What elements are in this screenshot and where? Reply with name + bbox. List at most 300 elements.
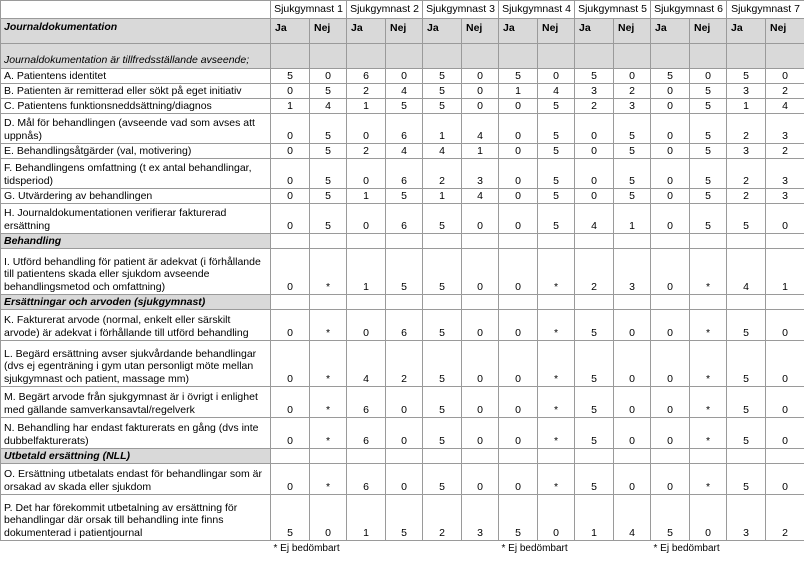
row-label: K. Fakturerat arvode (normal, enkelt eller särskilt arvode) är adekvat i förhållande till utförd behandling (1, 310, 271, 341)
yes-count-cell: 0 (651, 387, 690, 418)
empty-cell (347, 295, 386, 310)
no-count-cell: 6 (386, 204, 423, 234)
no-count-cell: 4 (462, 114, 499, 144)
no-count-cell: 5 (310, 189, 347, 204)
empty-cell (271, 234, 310, 249)
no-count-cell: 0 (766, 69, 804, 84)
yes-count-cell: 5 (423, 387, 462, 418)
physio-6-header: Sjukgymnast 6 (651, 1, 727, 19)
yes-count-cell: 0 (651, 159, 690, 189)
yes-count-cell: 0 (271, 159, 310, 189)
empty-cell (651, 234, 690, 249)
physio-1-header: Sjukgymnast 1 (271, 1, 347, 19)
yes-count-cell: 5 (423, 341, 462, 387)
yes-count-cell: 1 (423, 189, 462, 204)
no-count-cell: 0 (386, 387, 423, 418)
no-count-cell: 5 (690, 204, 727, 234)
no-count-cell: * (538, 464, 575, 495)
yes-header: Ja (347, 19, 386, 44)
empty-cell (575, 449, 614, 464)
yes-count-cell: 0 (651, 418, 690, 449)
no-count-cell: * (310, 418, 347, 449)
empty-cell (651, 449, 690, 464)
no-count-cell: * (690, 387, 727, 418)
no-count-cell: 5 (538, 99, 575, 114)
no-count-cell: 0 (386, 418, 423, 449)
yes-count-cell: 5 (423, 99, 462, 114)
no-count-cell: 5 (386, 249, 423, 295)
no-header: Nej (386, 19, 423, 44)
yes-count-cell: 0 (347, 159, 386, 189)
physio-4-header: Sjukgymnast 4 (499, 1, 575, 19)
empty-cell (271, 449, 310, 464)
table-row-m (1, 387, 804, 418)
yes-count-cell: 0 (271, 387, 310, 418)
table-row-c (1, 99, 804, 114)
header-corner (1, 1, 271, 19)
yes-count-cell: 0 (499, 464, 538, 495)
yes-count-cell: 5 (727, 464, 766, 495)
no-count-cell: 0 (766, 418, 804, 449)
no-count-cell: * (690, 418, 727, 449)
no-header: Nej (766, 19, 804, 44)
yes-count-cell: 5 (575, 341, 614, 387)
no-count-cell: 5 (614, 144, 651, 159)
footnote (423, 541, 499, 556)
yes-count-cell: 5 (651, 69, 690, 84)
no-count-cell: 4 (386, 144, 423, 159)
no-count-cell: 3 (766, 189, 804, 204)
yes-count-cell: 5 (727, 69, 766, 84)
no-count-cell: 3 (462, 495, 499, 541)
yes-count-cell: 5 (423, 204, 462, 234)
yes-count-cell: 0 (651, 84, 690, 99)
section-subtitle: Journaldokumentation är tillfredsställande avseende; (1, 44, 271, 69)
empty-cell (766, 234, 804, 249)
no-count-cell: 1 (614, 204, 651, 234)
yes-count-cell: 5 (499, 495, 538, 541)
yes-count-cell: 0 (271, 84, 310, 99)
yes-count-cell: 0 (499, 387, 538, 418)
footnote (727, 541, 804, 556)
yes-count-cell: 1 (423, 114, 462, 144)
empty-cell (727, 234, 766, 249)
empty-cell (575, 295, 614, 310)
yes-count-cell: 1 (347, 495, 386, 541)
no-count-cell: 0 (538, 69, 575, 84)
empty-cell (462, 449, 499, 464)
section-heading-row (1, 295, 804, 310)
footnote-row (1, 541, 804, 556)
yes-count-cell: 6 (347, 464, 386, 495)
yes-count-cell: 0 (271, 189, 310, 204)
yes-count-cell: 1 (575, 495, 614, 541)
empty-cell (271, 295, 310, 310)
row-label: O. Ersättning utbetalats endast för behandlingar som är orsakad av skada eller sjukdom (1, 464, 271, 495)
yes-count-cell: 1 (347, 249, 386, 295)
no-count-cell: 3 (766, 114, 804, 144)
yes-count-cell: 0 (271, 464, 310, 495)
yes-count-cell: 0 (499, 144, 538, 159)
no-count-cell: 0 (462, 249, 499, 295)
yes-count-cell: 5 (423, 249, 462, 295)
no-count-cell: 0 (310, 495, 347, 541)
no-count-cell: 2 (386, 341, 423, 387)
yes-count-cell: 5 (575, 69, 614, 84)
no-count-cell: 0 (386, 464, 423, 495)
empty-cell (499, 295, 538, 310)
no-count-cell: 0 (462, 464, 499, 495)
no-header: Nej (690, 19, 727, 44)
no-count-cell: 0 (462, 99, 499, 114)
no-count-cell: * (538, 249, 575, 295)
empty-cell (538, 295, 575, 310)
yes-count-cell: 0 (651, 189, 690, 204)
yes-count-cell: 0 (271, 204, 310, 234)
yes-count-cell: 2 (423, 495, 462, 541)
section-heading: Behandling (1, 234, 271, 249)
no-count-cell: 1 (766, 249, 804, 295)
no-count-cell: 0 (614, 464, 651, 495)
no-count-cell: 5 (310, 204, 347, 234)
empty-cell (538, 234, 575, 249)
empty-cell (386, 295, 423, 310)
row-label: F. Behandlingens omfattning (t ex antal behandlingar, tidsperiod) (1, 159, 271, 189)
main-title: Journaldokumentation (1, 19, 271, 44)
no-header: Nej (538, 19, 575, 44)
row-label: B. Patienten är remitterad eller sökt på eget initiativ (1, 84, 271, 99)
yes-count-cell: 5 (271, 69, 310, 84)
yes-count-cell: 2 (727, 114, 766, 144)
no-count-cell: 4 (766, 99, 804, 114)
yes-count-cell: 3 (575, 84, 614, 99)
empty-cell (462, 295, 499, 310)
empty-cell (423, 234, 462, 249)
no-count-cell: 3 (766, 159, 804, 189)
empty-cell (651, 295, 690, 310)
yes-count-cell: 0 (651, 341, 690, 387)
no-count-cell: 4 (386, 84, 423, 99)
yes-count-cell: 5 (423, 69, 462, 84)
empty-cell (766, 295, 804, 310)
no-count-cell: * (538, 310, 575, 341)
yes-count-cell: 2 (575, 249, 614, 295)
physio-7-header: Sjukgymnast 7 (727, 1, 804, 19)
yes-count-cell: 0 (271, 114, 310, 144)
yes-count-cell: 5 (423, 84, 462, 99)
yes-header: Ja (575, 19, 614, 44)
yes-count-cell: 0 (499, 159, 538, 189)
no-count-cell: 5 (538, 189, 575, 204)
yes-count-cell: 5 (727, 418, 766, 449)
empty-cell (614, 295, 651, 310)
yes-count-cell: 3 (727, 495, 766, 541)
empty-cell (386, 449, 423, 464)
empty-cell (690, 295, 727, 310)
yes-count-cell: 1 (499, 84, 538, 99)
no-count-cell: 6 (386, 114, 423, 144)
no-count-cell: 0 (538, 495, 575, 541)
yes-count-cell: 5 (271, 495, 310, 541)
no-count-cell: * (310, 249, 347, 295)
no-count-cell: 2 (614, 84, 651, 99)
no-count-cell: 0 (766, 387, 804, 418)
no-count-cell: 5 (386, 495, 423, 541)
no-count-cell: 5 (310, 159, 347, 189)
no-count-cell: 5 (310, 144, 347, 159)
table-row-a (1, 69, 804, 84)
yes-header: Ja (423, 19, 462, 44)
table-row-b (1, 84, 804, 99)
row-label: M. Begärt arvode från sjukgymnast är i övrigt i enlighet med gällande samverkansavtal/regelverk (1, 387, 271, 418)
no-count-cell: 0 (462, 310, 499, 341)
yes-count-cell: 0 (347, 204, 386, 234)
no-count-cell: 3 (614, 99, 651, 114)
yes-count-cell: 0 (651, 464, 690, 495)
no-count-cell: 3 (462, 159, 499, 189)
yes-count-cell: 1 (727, 99, 766, 114)
yes-count-cell: 0 (575, 114, 614, 144)
empty-cell (538, 449, 575, 464)
no-count-cell: 0 (614, 69, 651, 84)
no-count-cell: * (310, 464, 347, 495)
yes-count-cell: 0 (347, 310, 386, 341)
yes-header: Ja (271, 19, 310, 44)
yes-count-cell: 4 (423, 144, 462, 159)
no-count-cell: 5 (310, 114, 347, 144)
empty-cell (423, 295, 462, 310)
no-count-cell: 4 (538, 84, 575, 99)
no-count-cell: 0 (310, 69, 347, 84)
no-count-cell: * (310, 341, 347, 387)
yes-count-cell: 0 (575, 159, 614, 189)
no-count-cell: * (690, 249, 727, 295)
yes-count-cell: 6 (347, 418, 386, 449)
row-label: N. Behandling har endast fakturerats en gång (dvs inte dubbelfakturerats) (1, 418, 271, 449)
yes-count-cell: 0 (575, 189, 614, 204)
subtitle-row (1, 44, 804, 69)
yes-count-cell: 0 (499, 189, 538, 204)
row-label: P. Det har förekommit utbetalning av ersättning för behandlingar där orsak till behandling inte finns dokumenterad i patientjournal (1, 495, 271, 541)
yes-no-header-row (1, 19, 804, 44)
yes-count-cell: 0 (651, 310, 690, 341)
no-count-cell: 5 (614, 159, 651, 189)
empty-cell (310, 295, 347, 310)
yes-count-cell: 5 (575, 310, 614, 341)
no-count-cell: 0 (462, 69, 499, 84)
footnote-spacer (1, 541, 271, 556)
table-row-i (1, 249, 804, 295)
footnote: * Ej bedömbart (501, 543, 568, 554)
no-count-cell: 2 (766, 144, 804, 159)
no-count-cell: * (538, 418, 575, 449)
footnote: * Ej bedömbart (273, 543, 340, 554)
empty-cell (462, 234, 499, 249)
yes-count-cell: 6 (347, 69, 386, 84)
section-heading-row (1, 449, 804, 464)
no-header: Nej (614, 19, 651, 44)
no-count-cell: 0 (462, 387, 499, 418)
no-count-cell: 6 (386, 159, 423, 189)
footnote: * Ej bedömbart (653, 543, 720, 554)
table-row-d (1, 114, 804, 144)
row-label: D. Mål för behandlingen (avseende vad som avses att uppnås) (1, 114, 271, 144)
table-row-l (1, 341, 804, 387)
empty-cell (386, 234, 423, 249)
yes-count-cell: 4 (575, 204, 614, 234)
no-count-cell: 5 (538, 114, 575, 144)
yes-count-cell: 1 (347, 99, 386, 114)
yes-header: Ja (499, 19, 538, 44)
no-count-cell: 4 (614, 495, 651, 541)
yes-count-cell: 2 (423, 159, 462, 189)
no-count-cell: 5 (538, 144, 575, 159)
row-label: C. Patientens funktionsneddsättning/diagnos (1, 99, 271, 114)
no-count-cell: * (538, 341, 575, 387)
no-count-cell: * (690, 310, 727, 341)
empty-cell (347, 449, 386, 464)
empty-cell (614, 449, 651, 464)
empty-cell (727, 295, 766, 310)
table-row-n (1, 418, 804, 449)
physio-3-header: Sjukgymnast 3 (423, 1, 499, 19)
no-count-cell: 0 (690, 69, 727, 84)
yes-count-cell: 5 (727, 387, 766, 418)
yes-count-cell: 4 (727, 249, 766, 295)
yes-count-cell: 0 (575, 144, 614, 159)
yes-count-cell: 5 (727, 310, 766, 341)
no-count-cell: 0 (690, 495, 727, 541)
yes-count-cell: 4 (347, 341, 386, 387)
yes-count-cell: 2 (727, 189, 766, 204)
no-count-cell: 0 (766, 464, 804, 495)
no-header: Nej (310, 19, 347, 44)
yes-count-cell: 5 (423, 418, 462, 449)
yes-count-cell: 0 (271, 310, 310, 341)
table-row-e (1, 144, 804, 159)
no-count-cell: 0 (462, 84, 499, 99)
table-row-f (1, 159, 804, 189)
yes-count-cell: 2 (347, 84, 386, 99)
yes-count-cell: 5 (423, 464, 462, 495)
section-heading: Utbetald ersättning (NLL) (1, 449, 271, 464)
empty-cell (766, 449, 804, 464)
yes-count-cell: 0 (499, 99, 538, 114)
no-count-cell: 0 (614, 310, 651, 341)
footnote (347, 541, 423, 556)
no-count-cell: 5 (614, 189, 651, 204)
no-count-cell: 0 (766, 341, 804, 387)
row-label: A. Patientens identitet (1, 69, 271, 84)
physio-2-header: Sjukgymnast 2 (347, 1, 423, 19)
empty-cell (575, 234, 614, 249)
no-count-cell: 6 (386, 310, 423, 341)
yes-count-cell: 0 (271, 249, 310, 295)
row-label: E. Behandlingsåtgärder (val, motivering) (1, 144, 271, 159)
no-count-cell: 4 (462, 189, 499, 204)
yes-count-cell: 0 (499, 310, 538, 341)
no-count-cell: 3 (614, 249, 651, 295)
no-count-cell: 0 (614, 418, 651, 449)
empty-cell (499, 234, 538, 249)
yes-count-cell: 3 (727, 144, 766, 159)
row-label: G. Utvärdering av behandlingen (1, 189, 271, 204)
yes-count-cell: 3 (727, 84, 766, 99)
yes-count-cell: 0 (651, 204, 690, 234)
yes-header: Ja (727, 19, 766, 44)
no-count-cell: 5 (614, 114, 651, 144)
yes-count-cell: 0 (499, 418, 538, 449)
yes-count-cell: 0 (271, 418, 310, 449)
yes-count-cell: 5 (575, 418, 614, 449)
yes-count-cell: 5 (727, 341, 766, 387)
no-count-cell: 0 (614, 387, 651, 418)
no-count-cell: 2 (766, 84, 804, 99)
section-heading: Ersättningar och arvoden (sjukgymnast) (1, 295, 271, 310)
no-count-cell: * (538, 387, 575, 418)
no-count-cell: 0 (614, 341, 651, 387)
table-row-k (1, 310, 804, 341)
empty-cell (310, 449, 347, 464)
empty-cell (690, 234, 727, 249)
no-count-cell: 0 (462, 204, 499, 234)
yes-count-cell: 0 (651, 99, 690, 114)
table-row-g (1, 189, 804, 204)
no-count-cell: 5 (690, 159, 727, 189)
yes-count-cell: 5 (727, 204, 766, 234)
table-row-h (1, 204, 804, 234)
empty-cell (423, 449, 462, 464)
yes-count-cell: 0 (499, 341, 538, 387)
no-count-cell: 0 (766, 204, 804, 234)
yes-count-cell: 0 (651, 114, 690, 144)
physio-header-row (1, 1, 804, 19)
no-count-cell: * (310, 387, 347, 418)
row-label: L. Begärd ersättning avser sjukvårdande behandlingar (dvs ej egenträning i gym utan personligt möte mellan sjukgymnast och patient, massage mm) (1, 341, 271, 387)
no-count-cell: 2 (766, 495, 804, 541)
no-count-cell: * (690, 464, 727, 495)
yes-count-cell: 0 (347, 114, 386, 144)
yes-count-cell: 0 (651, 144, 690, 159)
yes-count-cell: 0 (271, 144, 310, 159)
row-label: I. Utförd behandling för patient är adekvat (i förhållande till patientens skada eller sjukdom avseende behandlingsmetod och omfattning) (1, 249, 271, 295)
no-count-cell: * (310, 310, 347, 341)
table-row-o (1, 464, 804, 495)
yes-count-cell: 5 (423, 310, 462, 341)
section-heading-row (1, 234, 804, 249)
yes-count-cell: 0 (271, 341, 310, 387)
no-count-cell: 5 (690, 114, 727, 144)
yes-count-cell: 5 (651, 495, 690, 541)
no-count-cell: 5 (386, 99, 423, 114)
yes-count-cell: 0 (651, 249, 690, 295)
footnote (575, 541, 651, 556)
no-count-cell: 5 (310, 84, 347, 99)
no-count-cell: 1 (462, 144, 499, 159)
no-count-cell: 5 (690, 144, 727, 159)
empty-cell (499, 449, 538, 464)
no-count-cell: 5 (538, 204, 575, 234)
yes-count-cell: 5 (575, 387, 614, 418)
yes-count-cell: 5 (575, 464, 614, 495)
yes-count-cell: 2 (575, 99, 614, 114)
no-count-cell: 0 (766, 310, 804, 341)
yes-count-cell: 2 (727, 159, 766, 189)
no-count-cell: 0 (462, 418, 499, 449)
row-label: H. Journaldokumentationen verifierar fakturerad ersättning (1, 204, 271, 234)
yes-count-cell: 0 (499, 204, 538, 234)
yes-count-cell: 6 (347, 387, 386, 418)
